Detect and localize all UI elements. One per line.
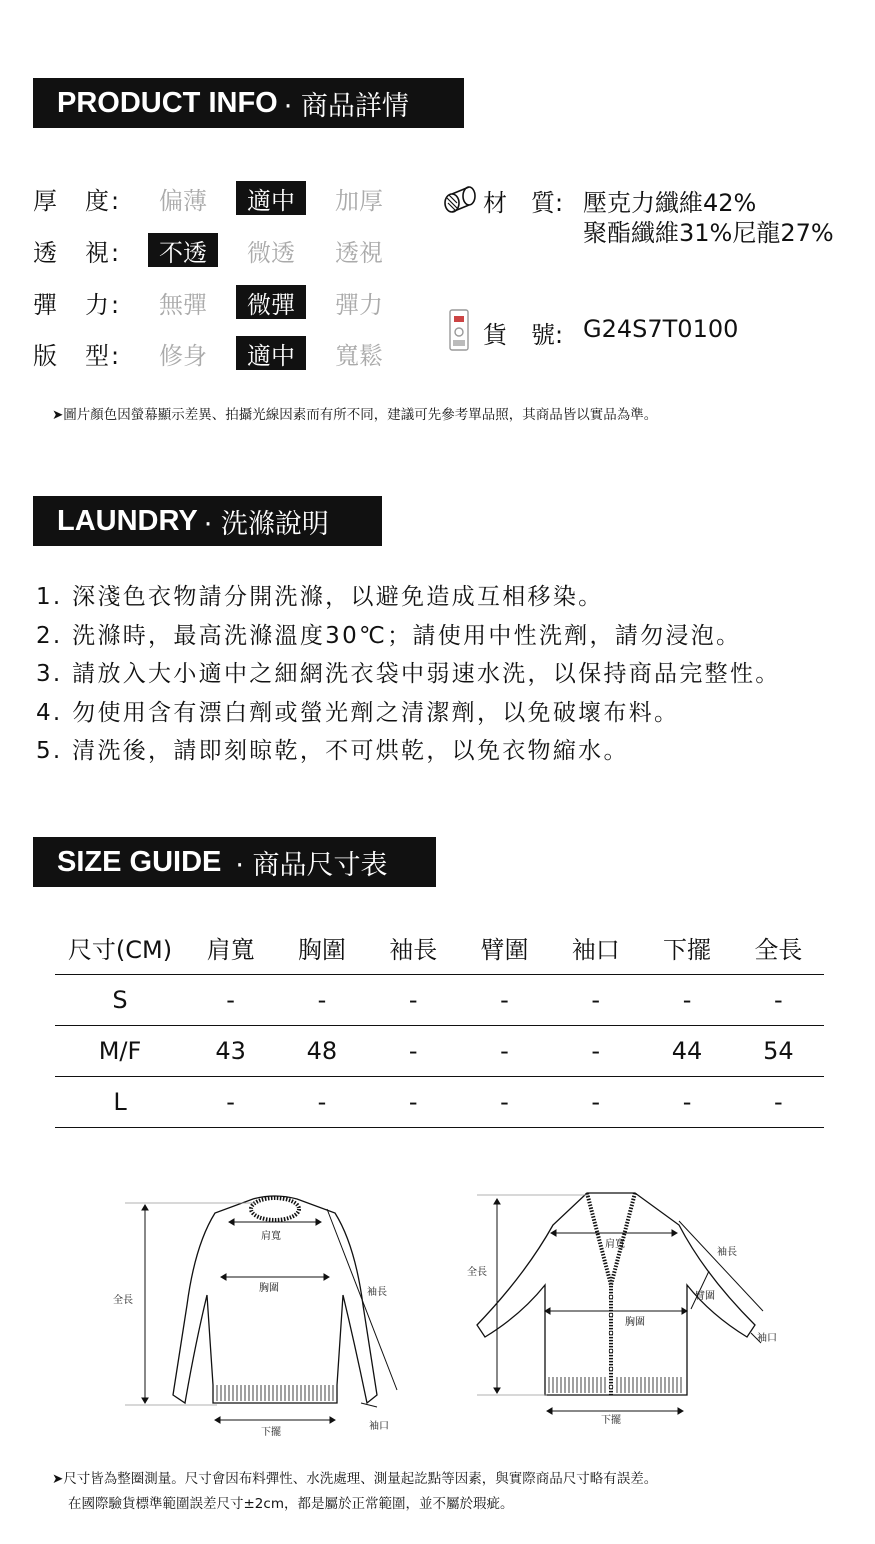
table-cell: - [276,974,367,1025]
material-label: 材 質: [483,189,564,217]
size-table-heading: 胸圍 [276,922,367,974]
size-table [55,922,824,1128]
table-cell: - [550,1076,641,1127]
laundry-item: 4. 勿使用含有漂白劑或螢光劑之清潔劑，以免破壞布料。 [36,700,680,726]
diagram-label-chest: 胸圍 [259,1283,279,1294]
tag-icon [447,308,471,352]
table-cell: - [368,1076,459,1127]
table-cell: - [550,974,641,1025]
table-cell: 44 [641,1025,732,1076]
diagram-label-cuff: 袖口 [757,1333,777,1344]
sku-value: G24S7T0100 [583,315,739,343]
laundry-title-cn: · 洗滌說明 [203,508,329,540]
attribute-option: 偏薄 [159,186,207,215]
laundry-item: 3. 請放入大小適中之細網洗衣袋中弱速水洗，以保持商品完整性。 [36,661,781,687]
table-cell: - [733,974,824,1025]
attribute-row [33,180,403,216]
table-cell: L [55,1076,185,1127]
laundry-item: 1. 深淺色衣物請分開洗滌，以避免造成互相移染。 [36,584,604,610]
diagram-label-shoulder: 肩寬 [605,1239,625,1250]
size-table-heading: 臂圍 [459,922,550,974]
laundry-header [33,496,382,546]
table-cell: - [641,1076,732,1127]
size-table-heading: 全長 [733,922,824,974]
diagram-label-hem: 下擺 [601,1415,621,1426]
table-cell: - [185,1076,276,1127]
size-note-2: 在國際驗貨標準範圍誤差尺寸±2cm，都是屬於正常範圍，並不屬於瑕疵。 [68,1496,514,1512]
table-cell: - [641,974,732,1025]
table-cell: - [459,974,550,1025]
laundry-title-en: LAUNDRY [57,504,198,537]
table-cell: - [276,1076,367,1127]
table-cell: 43 [185,1025,276,1076]
attribute-option: 透視 [335,238,383,267]
size-table-heading: 袖長 [368,922,459,974]
product-info-title-cn: · 商品詳情 [283,90,409,122]
attribute-option-selected: 不透 [148,233,218,267]
attribute-option: 微透 [247,238,295,267]
table-row [55,974,824,1025]
material-line-1: 壓克力纖維42% [583,189,757,217]
table-cell: 54 [733,1025,824,1076]
table-cell: S [55,974,185,1025]
cardigan-diagram [465,1185,795,1445]
attribute-label: 厚 度: [33,186,122,215]
attribute-label: 透 視: [33,238,122,267]
thread-icon [443,183,477,215]
laundry-item: 2. 洗滌時，最高洗滌溫度30℃；請使用中性洗劑，請勿浸泡。 [36,623,742,649]
diagram-label-cuff: 袖口 [369,1421,389,1432]
attribute-label: 彈 力: [33,290,122,319]
attribute-row [33,232,403,268]
diagram-label-length: 全長 [113,1295,133,1306]
sweater-diagram [105,1185,425,1445]
size-table-heading: 袖口 [550,922,641,974]
table-cell: - [368,974,459,1025]
size-table-heading: 下擺 [641,922,732,974]
diagram-label-hem: 下擺 [261,1427,281,1438]
size-guide-title-en: SIZE GUIDE [57,845,222,878]
attribute-option: 無彈 [159,290,207,319]
diagram-label-shoulder: 肩寬 [261,1231,281,1242]
size-table-heading: 肩寬 [185,922,276,974]
diagram-label-sleeve: 袖長 [717,1247,737,1258]
attribute-option: 彈力 [335,290,383,319]
size-guide-header [33,837,436,887]
table-cell: - [185,974,276,1025]
attribute-option: 修身 [159,341,207,370]
attribute-row [33,284,403,320]
size-note-1: ➤尺寸皆為整圈測量。尺寸會因布料彈性、水洗處理、測量起訖點等因素，與實際商品尺寸略有誤差。 [52,1471,658,1487]
diagram-label-sleeve: 袖長 [367,1287,387,1298]
table-cell: - [368,1025,459,1076]
table-cell: M/F [55,1025,185,1076]
product-info-title-en: PRODUCT INFO [57,86,278,119]
table-cell: - [733,1076,824,1127]
diagram-label-length: 全長 [467,1267,487,1278]
table-cell: - [550,1025,641,1076]
diagram-label-arm: 臂圍 [695,1291,715,1302]
material-line-2: 聚酯纖維31%尼龍27% [583,219,834,247]
attribute-option-selected: 適中 [236,336,306,370]
attribute-option: 寬鬆 [335,341,383,370]
sku-label: 貨 號: [483,321,564,349]
attribute-row [33,335,403,371]
attribute-label: 版 型: [33,341,122,370]
size-guide-title-cn: · 商品尺寸表 [235,849,388,881]
table-cell: - [459,1025,550,1076]
table-cell: 48 [276,1025,367,1076]
size-table-header [55,922,824,974]
product-note: ➤圖片顏色因螢幕顯示差異、拍攝光線因素而有所不同，建議可先參考單品照，其商品皆以實品為準。 [52,407,658,423]
table-cell: - [459,1076,550,1127]
diagram-label-chest: 胸圍 [625,1317,645,1328]
attribute-option-selected: 微彈 [236,285,306,319]
attribute-option: 加厚 [335,186,383,215]
attribute-option-selected: 適中 [236,181,306,215]
table-row [55,1076,824,1127]
laundry-item: 5. 清洗後，請即刻晾乾，不可烘乾，以免衣物縮水。 [36,738,629,764]
table-row [55,1025,824,1076]
size-table-heading: 尺寸(CM) [55,922,185,974]
product-info-header [33,78,464,128]
